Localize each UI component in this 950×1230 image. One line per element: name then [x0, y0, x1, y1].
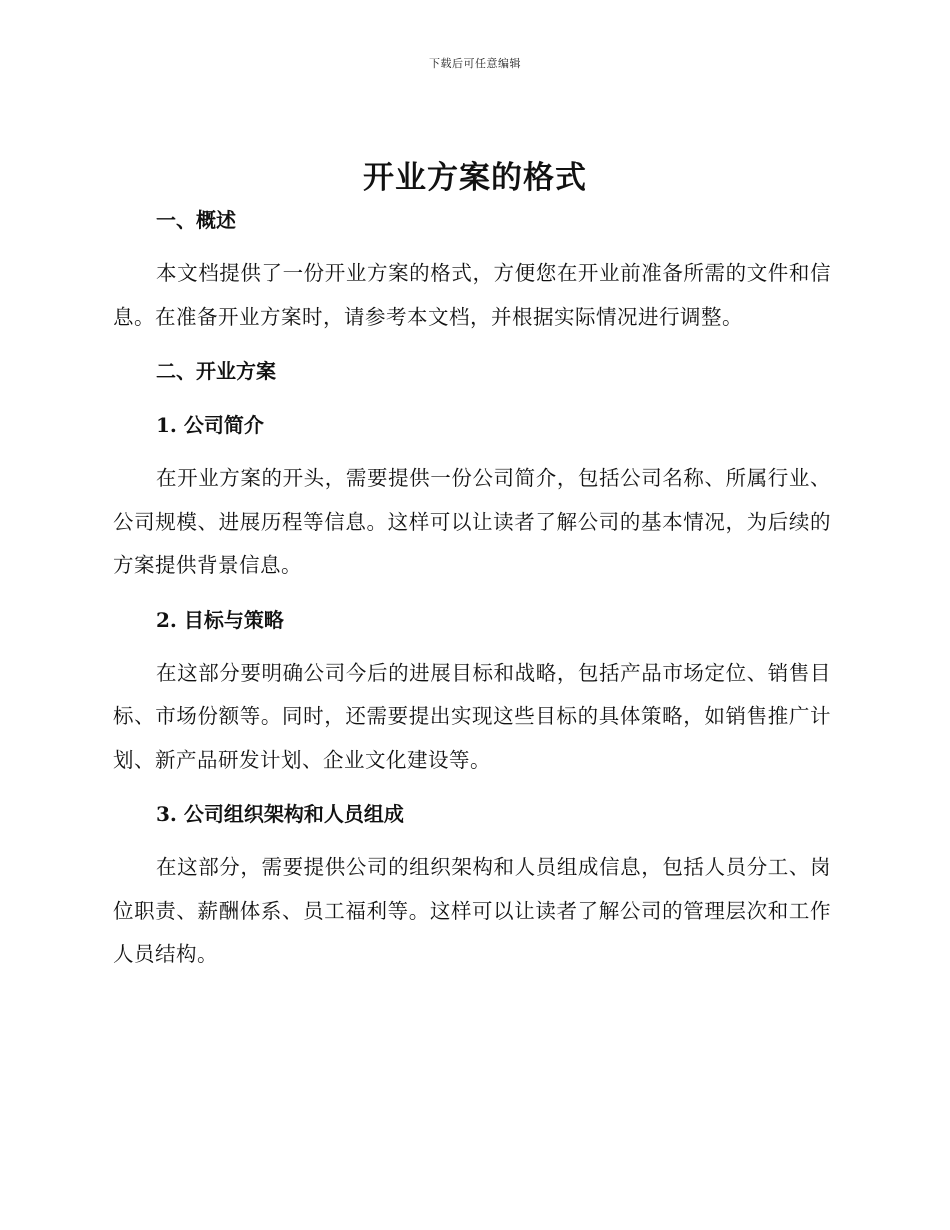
goals-strategy-paragraph: 在这部分要明确公司今后的进展目标和战略，包括产品市场定位、销售目标、市场份额等。同时，还需要提出实现这些目标的具体策略，如销售推广计划、新产品研发计划、企业文化建设等。: [113, 660, 831, 772]
overview-paragraph: 本文档提供了一份开业方案的格式，方便您在开业前准备所需的文件和信息。在准备开业方案时，请参考本文档，并根据实际情况进行调整。: [113, 261, 831, 329]
organization-paragraph: 在这部分，需要提供公司的组织架构和人员组成信息，包括人员分工、岗位职责、薪酬体系、员工福利等。这样可以让读者了解公司的管理层次和工作人员结构。: [113, 855, 831, 966]
subsection-heading-organization: 3. 公司组织架构和人员组成: [156, 802, 404, 826]
header-note: 下载后可任意编辑: [429, 57, 521, 70]
document-body: [113, 198, 831, 987]
company-profile-paragraph: 在开业方案的开头，需要提供一份公司简介，包括公司名称、所属行业、公司规模、进展历程等信息。这样可以让读者了解公司的基本情况，为后续的方案提供背景信息。: [113, 466, 831, 577]
document-title: 开业方案的格式: [363, 160, 587, 196]
subsection-heading-goals-strategy: 2. 目标与策略: [156, 607, 284, 632]
section-heading-overview: 一、概述: [156, 208, 236, 232]
subsection-heading-company-profile: 1. 公司简介: [156, 413, 264, 437]
section-heading-plan: 二、开业方案: [156, 359, 276, 383]
